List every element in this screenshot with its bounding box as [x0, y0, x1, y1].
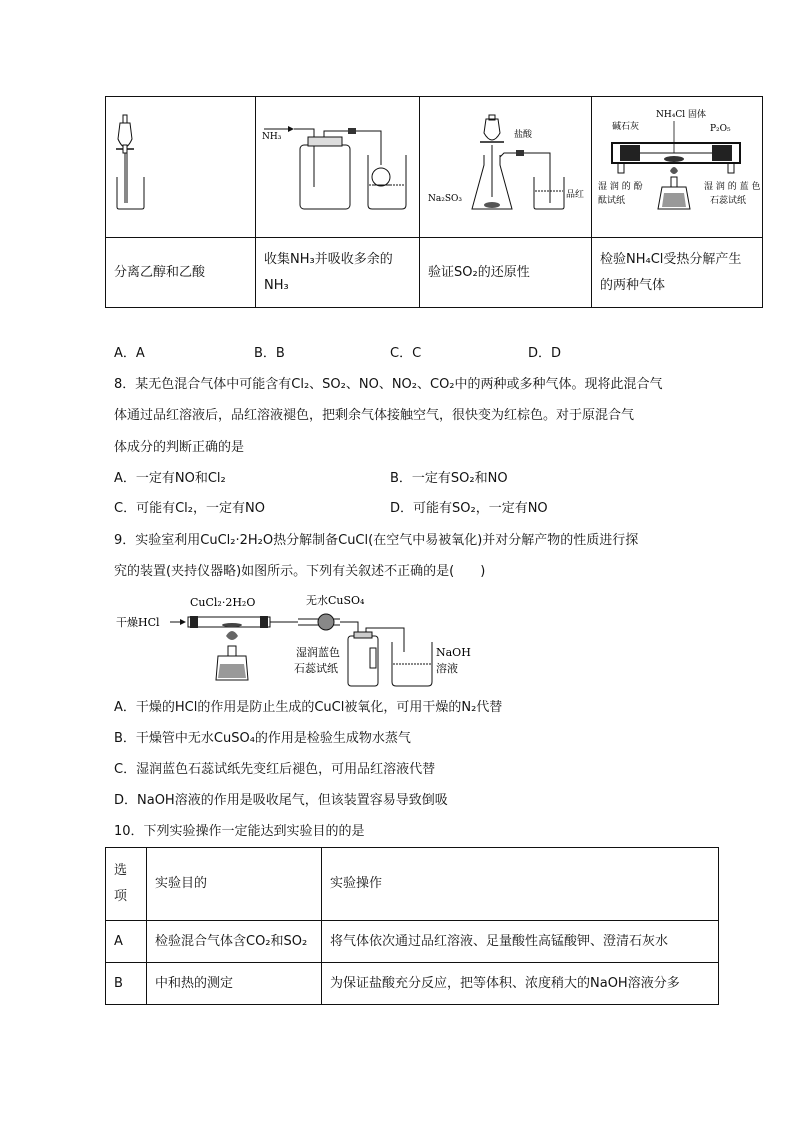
- q8-stem-line-3: 体成分的判断正确的是: [114, 440, 245, 455]
- gas-collection-figure: [256, 97, 419, 233]
- q10-row-b-option: B: [114, 975, 123, 991]
- q9-stem-line-1: 9．实验室利用CuCl₂·2H₂O热分解制备CuCl(在空气中易被氧化)并对分解产物的性质进行探: [114, 533, 639, 548]
- phenolphthalein-paper-label-2: 酞试纸: [598, 196, 626, 206]
- phenolphthalein-paper-label: 湿 润 的 酚: [598, 182, 643, 192]
- q10-row-a-purpose: 检验混合气体含CO₂和SO₂: [155, 933, 308, 949]
- nh4cl-figure: [592, 97, 762, 233]
- q10-stem: 10．下列实验操作一定能达到实验目的的是: [114, 824, 365, 839]
- q7-caption-b: 收集NH₃并吸收多余的NH₃: [264, 251, 393, 293]
- na2so3-label: Na₂SO₃: [428, 194, 463, 204]
- q10-header-operation: 实验操作: [330, 876, 383, 891]
- table-row: [106, 963, 719, 1005]
- litmus-paper-label-2: 石蕊试纸: [710, 196, 747, 206]
- naoh-label: NaOH: [436, 646, 471, 659]
- anhydrous-cuso4-label: 无水CuSO₄: [306, 594, 365, 607]
- q7-fig-d: [592, 97, 763, 238]
- litmus-label-1: 湿润蓝色: [296, 646, 340, 659]
- q8-option-d[interactable]: D．可能有SO₂，一定有NO: [390, 501, 548, 516]
- q9-option-d[interactable]: D．NaOH溶液的作用是吸收尾气，但该装置容易导致倒吸: [114, 793, 448, 808]
- separatory-funnel-figure: [106, 97, 255, 233]
- soda-lime-label: 碱石灰: [612, 122, 640, 132]
- cucl2-label: CuCl₂·2H₂O: [190, 596, 256, 609]
- q10-header-option: 选项: [114, 863, 128, 904]
- q7-table: [105, 96, 763, 308]
- so2-figure: [420, 97, 591, 233]
- q7-caption-d: 检验NH₄Cl受热分解产生的两种气体: [600, 251, 742, 293]
- q8-option-b[interactable]: B．一定有SO₂和NO: [390, 471, 508, 486]
- q7-caption-a: 分离乙醇和乙酸: [114, 264, 206, 280]
- q7-caption-c: 验证SO₂的还原性: [428, 264, 530, 280]
- solution-label: 溶液: [436, 662, 458, 675]
- table-row: [106, 921, 719, 963]
- q10-row-b-purpose: 中和热的测定: [155, 975, 234, 991]
- hydrochloric-acid-label: 盐酸: [514, 130, 533, 140]
- p2o5-label: P₂O₅: [710, 124, 731, 134]
- q7-fig-a: [106, 97, 256, 238]
- q8-stem-line-1: 8．某无色混合气体中可能含有Cl₂、SO₂、NO、NO₂、CO₂中的两种或多种气体。现将此混合气: [114, 377, 663, 392]
- q7-fig-b: [256, 97, 420, 238]
- nh4cl-solid-label: NH₄Cl 固体: [656, 110, 706, 120]
- q9-option-b[interactable]: B．干燥管中无水CuSO₄的作用是检验生成物水蒸气: [114, 731, 411, 746]
- q7-option-d[interactable]: D．D: [528, 346, 562, 361]
- q10-header-purpose: 实验目的: [155, 876, 208, 891]
- q7-option-c[interactable]: C．C: [390, 346, 422, 361]
- litmus-label-2: 石蕊试纸: [294, 662, 338, 675]
- q7-fig-c: [420, 97, 592, 238]
- dry-hcl-label: 干燥HCl: [116, 616, 160, 629]
- q9-apparatus-figure: [114, 592, 474, 690]
- q10-row-a-operation: 将气体依次通过品红溶液、足量酸性高锰酸钾、澄清石灰水: [330, 933, 669, 949]
- magenta-label: 品红: [566, 190, 585, 200]
- q9-option-a[interactable]: A．干燥的HCl的作用是防止生成的CuCl被氧化，可用干燥的N₂代替: [114, 700, 503, 715]
- q10-table: [105, 847, 719, 1005]
- q7-option-a[interactable]: A．A: [114, 346, 145, 361]
- nh3-label: NH₃: [262, 132, 282, 142]
- q10-row-a-option: A: [114, 933, 123, 949]
- q7-option-b[interactable]: B．B: [254, 346, 285, 361]
- q8-option-c[interactable]: C．可能有Cl₂，一定有NO: [114, 501, 265, 516]
- q9-option-c[interactable]: C．湿润蓝色石蕊试纸先变红后褪色，可用品红溶液代替: [114, 762, 436, 777]
- q10-row-b-operation: 为保证盐酸充分反应，把等体积、浓度稍大的NaOH溶液分多: [330, 975, 680, 991]
- litmus-paper-label: 湿 润 的 蓝 色: [704, 182, 761, 192]
- q9-stem-line-2: 究的装置(夹持仪器略)如图所示。下列有关叙述不正确的是( ): [114, 564, 486, 579]
- q8-stem-line-2: 体通过品红溶液后，品红溶液褪色，把剩余气体接触空气，很快变为红棕色。对于原混合气: [114, 408, 635, 423]
- q8-option-a[interactable]: A．一定有NO和Cl₂: [114, 471, 226, 486]
